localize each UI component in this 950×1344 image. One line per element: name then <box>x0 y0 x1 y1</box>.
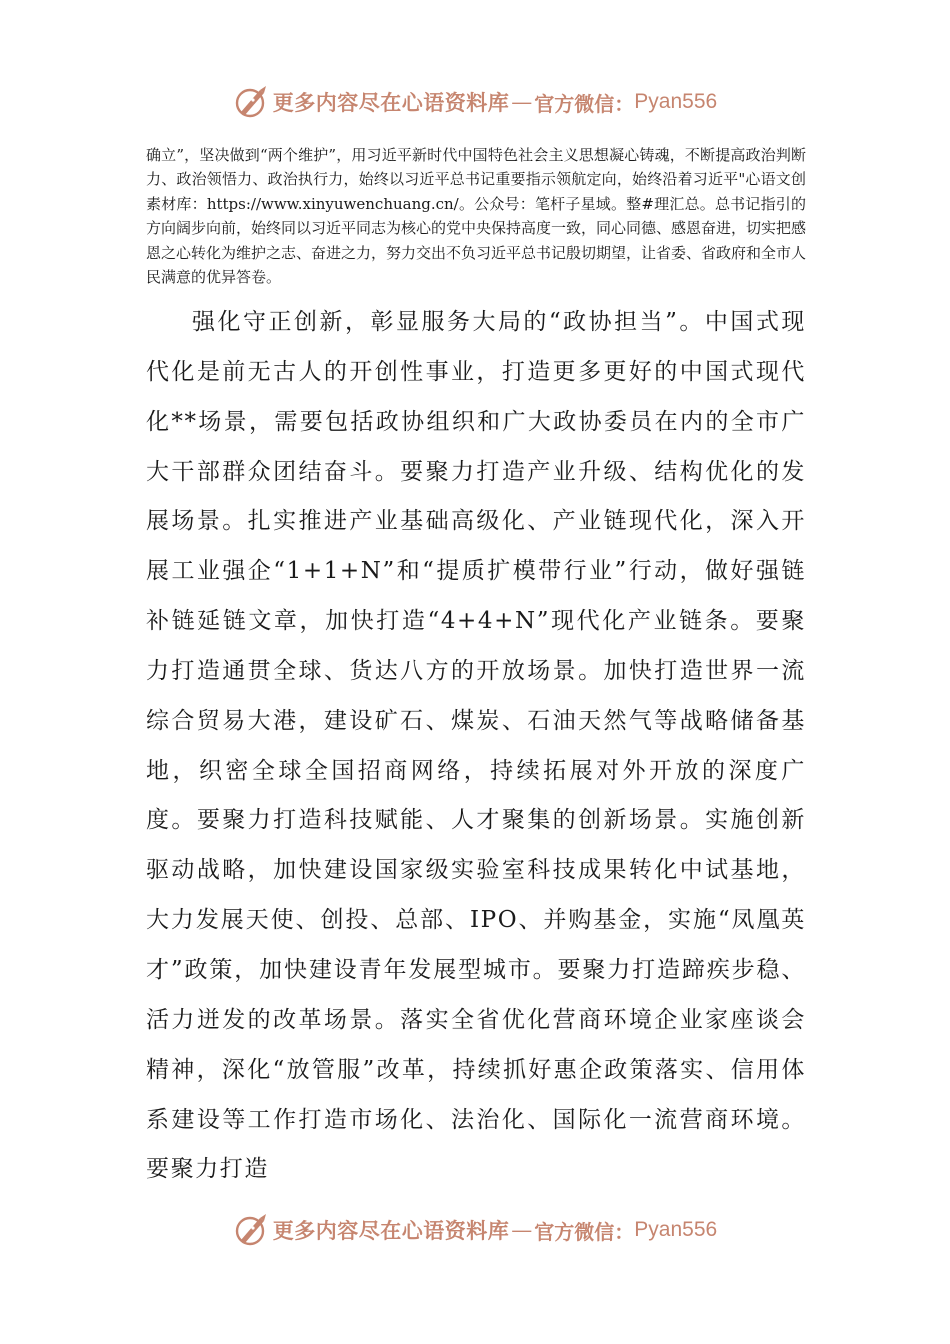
banner-wechat-label: 官方微信： <box>534 91 635 116</box>
body-paragraph: 强化守正创新，彰显服务大局的“政协担当”。中国式现代化是前无古人的开创性事业，打造更多更好的中国式现代化**场景，需要包括政协组织和广大政协委员在内的全市广大干部群众团结奋斗。要聚力打造产业升级、结构优化的发展场景。扎实推进产业基础高级化、产业链现代化，深入开展工业强企“1+1+N”和“提质扩模带行业”行动，做好强链补链延链文章，加快打造“4+4+N”现代化产业链条。要聚力打造通贯全球、货达八方的开放场景。加快打造世界一流综合贸易大港，建设矿石、煤炭、石油天然气等战略储备基地，织密全球全国招商网络，持续拓展对外开放的深度广度。要聚力打造科技赋能、人才聚集的创新场景。实施创新驱动战略，加快建设国家级实验室科技成果转化中试基地，大力发展天使、创投、总部、IPO、并购基金，实施“凤凰英才”政策，加快建设青年发展型城市。要聚力打造蹄疾步稳、活力迸发的改革场景。落实全省优化营商环境企业家座谈会精神，深化“放管服”改革，持续抓好惠企政策落实、信用体系建设等工作打造市场化、法治化、国际化一流营商环境。要聚力打造 <box>146 309 806 1183</box>
banner-separator: — <box>511 1218 533 1242</box>
pen-nib-logo-icon <box>233 84 269 120</box>
footer-watermark-banner <box>0 1208 950 1252</box>
banner-wechat-id: Pyan556 <box>634 1218 718 1241</box>
main-body-block <box>146 298 806 1195</box>
pen-nib-logo-icon <box>233 1212 269 1248</box>
banner-title: 更多内容尽在心语资料库 <box>272 1218 510 1243</box>
banner-separator: — <box>511 90 533 114</box>
banner-wechat-label: 官方微信： <box>534 1219 635 1244</box>
banner-title: 更多内容尽在心语资料库 <box>272 90 510 115</box>
intro-paragraph-block <box>146 143 806 289</box>
banner-wechat-id: Pyan556 <box>634 90 718 113</box>
intro-paragraph: 确立”，坚决做到“两个维护”，用习近平新时代中国特色社会主义思想凝心铸魂，不断提高政治判断力、政治领悟力、政治执行力，始终以习近平总书记重要指示领航定向，始终沿着习近平"心语文创素材库：https://www.xinyuwenchuang.cn/。公众号：笔杆子星域。整#理汇总。总书记指引的方向阔步向前，始终同以习近平同志为核心的党中央保持高度一致，同心同德、感恩奋进，切实把感恩之心转化为维护之志、奋进之力，努力交出不负习近平总书记殷切期望，让省委、省政府和全市人民满意的优异答卷。 <box>146 146 807 287</box>
header-watermark-banner <box>0 80 950 124</box>
